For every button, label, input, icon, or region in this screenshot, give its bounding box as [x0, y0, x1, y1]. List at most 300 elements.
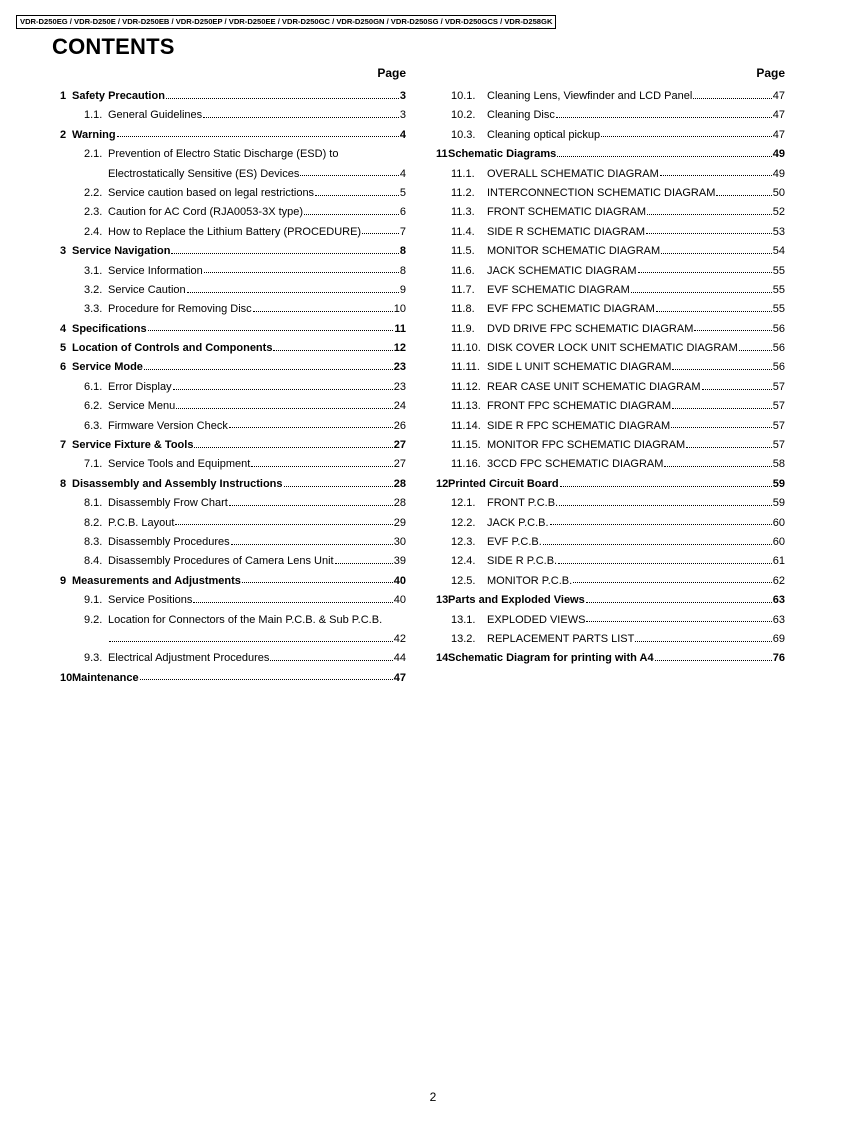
toc-subsection-entry[interactable] [430, 339, 785, 358]
toc-entry-number: 8.1. [84, 497, 103, 510]
toc-entry-number: 8.4. [84, 555, 103, 568]
dot-leader [647, 213, 772, 215]
toc-subsection-entry[interactable] [430, 455, 785, 474]
toc-list-right [430, 87, 785, 669]
toc-entry-label: Error Display [108, 380, 172, 393]
dot-leader [148, 329, 394, 331]
toc-entry-number: 11.5. [451, 245, 475, 258]
dot-leader [194, 446, 392, 448]
toc-section-entry[interactable] [430, 475, 785, 494]
dot-leader [335, 562, 393, 564]
toc-entry-number: 4 [60, 322, 67, 335]
toc-subsection-entry[interactable] [54, 533, 406, 552]
model-list-header: VDR-D250EG / VDR-D250E / VDR-D250EB / VDR-D250EP / VDR-D250EE / VDR-D250GC / VDR-D250GN / VDR-D250SG / VDR-D250GCS / VDR-D258GK [16, 15, 556, 29]
toc-entry-label: Parts and Exploded Views [448, 594, 585, 607]
toc-section-entry[interactable] [54, 436, 406, 455]
toc-subsection-entry[interactable] [54, 417, 406, 436]
toc-entry-number: 14 [436, 652, 449, 665]
dot-leader [175, 523, 392, 525]
toc-subsection-entry[interactable] [430, 223, 785, 242]
toc-section-entry[interactable] [54, 339, 406, 358]
dot-leader [204, 271, 399, 273]
dot-leader [739, 349, 772, 351]
toc-entry-number: 7.1. [84, 458, 103, 471]
toc-entry-label: DISK COVER LOCK UNIT SCHEMATIC DIAGRAM [487, 342, 738, 355]
toc-subsection-entry[interactable] [430, 320, 785, 339]
dot-leader [173, 388, 393, 390]
toc-entry-number: 11.12. [451, 380, 481, 393]
toc-subsection-entry[interactable] [54, 514, 406, 533]
toc-section-entry[interactable] [54, 320, 406, 339]
toc-entry-label: SIDE R SCHEMATIC DIAGRAM [487, 225, 646, 238]
toc-entry-number: 3.3. [84, 303, 103, 316]
toc-entry-label: Specifications [72, 322, 147, 335]
dot-leader [203, 116, 399, 118]
toc-entry-number: 5 [60, 342, 67, 355]
toc-entry-number: 6 [60, 361, 67, 374]
dot-leader [655, 659, 772, 661]
toc-entry-number: 11.6. [451, 264, 475, 277]
toc-entry-page: 27 [393, 458, 406, 471]
dot-leader [117, 135, 399, 137]
toc-entry-number: 10.1. [451, 90, 476, 102]
toc-subsection-entry[interactable] [54, 397, 406, 416]
toc-entry-number: 9.1. [84, 594, 103, 607]
toc-subsection-entry[interactable] [430, 417, 785, 436]
dot-leader [586, 620, 771, 622]
toc-subsection-entry[interactable] [54, 262, 406, 281]
toc-entry-number: 11.13. [451, 400, 481, 413]
toc-entry-label: DVD DRIVE FPC SCHEMATIC DIAGRAM [487, 322, 694, 335]
toc-entry-page: 53 [772, 225, 785, 238]
toc-entry-page: 23 [393, 380, 406, 393]
toc-entry-page: 28 [393, 497, 406, 510]
toc-entry-label: MONITOR SCHEMATIC DIAGRAM [487, 245, 661, 258]
toc-entry-label: Service Tools and Equipment [108, 458, 251, 471]
dot-leader [694, 329, 771, 331]
toc-entry-number: 6.1. [84, 380, 103, 393]
toc-column-left [54, 64, 406, 688]
toc-entry-number: 11 [436, 148, 448, 161]
toc-entry-label: Service Menu [108, 400, 176, 413]
toc-subsection-entry[interactable] [430, 87, 785, 106]
toc-entry-label: Schematic Diagrams [448, 148, 557, 161]
toc-subsection-entry[interactable] [54, 649, 406, 668]
toc-entry-label: Measurements and Adjustments [72, 574, 241, 587]
dot-leader [661, 252, 772, 254]
toc-entry-label: MONITOR P.C.B. [487, 574, 573, 587]
toc-entry-page: 60 [772, 535, 785, 548]
toc-subsection-entry[interactable] [54, 630, 406, 649]
dot-leader [656, 310, 772, 312]
toc-entry-label: Schematic Diagram for printing with A4 [448, 652, 654, 665]
toc-subsection-entry[interactable] [430, 494, 785, 513]
toc-subsection-entry[interactable] [54, 203, 406, 222]
dot-leader [559, 504, 772, 506]
toc-entry-page: 4 [399, 167, 406, 180]
toc-entry-number: 10.3. [451, 128, 476, 141]
toc-entry-number: 12.5. [451, 574, 476, 587]
toc-entry-number: 11.8. [451, 303, 475, 316]
dot-leader [315, 194, 399, 196]
dot-leader [686, 446, 772, 448]
toc-subsection-entry[interactable] [430, 436, 785, 455]
toc-entry-label: Printed Circuit Board [448, 477, 559, 490]
toc-subsection-entry[interactable] [54, 300, 406, 319]
toc-entry-page: 62 [772, 574, 785, 587]
dot-leader [193, 601, 392, 603]
toc-entry-page: 44 [393, 652, 406, 665]
toc-subsection-entry[interactable] [54, 494, 406, 513]
dot-leader [166, 97, 399, 99]
toc-subsection-entry[interactable] [54, 281, 406, 300]
toc-entry-page: 57 [772, 439, 785, 452]
toc-subsection-entry[interactable] [430, 572, 785, 591]
toc-subsection-entry[interactable] [430, 552, 785, 571]
toc-entry-number: 2.1. [84, 148, 103, 161]
toc-entry-page: 57 [772, 419, 785, 432]
toc-entry-label: Cleaning Disc [487, 109, 555, 122]
toc-subsection-entry[interactable] [430, 281, 785, 300]
toc-entry-page: 49 [772, 167, 785, 180]
toc-entry-label: Caution for AC Cord (RJA0053-3X type) [108, 206, 304, 219]
toc-entry-label: FRONT SCHEMATIC DIAGRAM [487, 206, 647, 219]
toc-subsection-entry[interactable] [430, 378, 785, 397]
toc-entry-page: 40 [393, 594, 406, 607]
toc-subsection-entry[interactable] [54, 145, 406, 164]
toc-subsection-entry[interactable] [54, 165, 406, 184]
dot-leader [716, 194, 771, 196]
toc-entry-number: 1.1. [84, 109, 103, 122]
toc-entry-label: OVERALL SCHEMATIC DIAGRAM [487, 167, 659, 180]
toc-entry-page: 26 [393, 419, 406, 432]
toc-list-left [54, 87, 406, 688]
toc-entry-page: 27 [393, 439, 406, 452]
toc-entry-number: 12.2. [451, 516, 476, 529]
toc-entry-label: Location for Connectors of the Main P.C.B. & Sub P.C.B. [108, 613, 383, 626]
toc-section-entry[interactable] [430, 145, 785, 164]
toc-entry-number: 2.2. [84, 186, 103, 199]
dot-leader [672, 368, 771, 370]
toc-entry-number: 11.10. [451, 342, 481, 355]
dot-leader [646, 232, 772, 234]
toc-entry-page: 52 [772, 206, 785, 219]
dot-leader [702, 388, 772, 390]
toc-column-right [430, 64, 785, 669]
dot-leader [273, 349, 392, 351]
toc-entry-page: 7 [399, 225, 406, 238]
dot-leader [251, 465, 392, 467]
toc-entry-page: 9 [399, 283, 406, 296]
toc-entry-number: 8 [60, 477, 67, 490]
dot-leader [109, 640, 393, 642]
toc-entry-page: 24 [393, 400, 406, 413]
toc-entry-label: FRONT P.C.B. [487, 497, 559, 510]
dot-leader [560, 485, 772, 487]
toc-section-entry[interactable] [54, 242, 406, 261]
dot-leader [304, 213, 399, 215]
toc-entry-number: 3.1. [84, 264, 103, 277]
toc-entry-number: 12.3. [451, 535, 476, 548]
toc-subsection-entry[interactable] [430, 514, 785, 533]
page-title: CONTENTS [52, 34, 175, 59]
toc-entry-page: 55 [772, 303, 785, 316]
toc-entry-label: Service Caution [108, 283, 186, 296]
toc-entry-label: JACK P.C.B. [487, 516, 549, 529]
toc-entry-page: 5 [399, 186, 406, 199]
page-column-header: Page [377, 66, 406, 80]
toc-entry-label: SIDE L UNIT SCHEMATIC DIAGRAM [487, 361, 672, 374]
toc-entry-label: REPLACEMENT PARTS LIST [487, 632, 635, 645]
dot-leader [253, 310, 393, 312]
toc-entry-label: Prevention of Electro Static Discharge (ESD) to [108, 148, 339, 161]
toc-entry-number: 9.2. [84, 613, 103, 626]
toc-entry-page: 69 [772, 632, 785, 645]
toc-entry-label: JACK SCHEMATIC DIAGRAM [487, 264, 637, 277]
toc-entry-page: 56 [772, 342, 785, 355]
dot-leader [362, 232, 399, 234]
toc-subsection-entry[interactable] [430, 630, 785, 649]
toc-entry-number: 11.7. [451, 283, 475, 296]
toc-entry-page: 63 [772, 613, 785, 626]
toc-entry-page: 47 [772, 109, 785, 122]
toc-entry-page: 57 [772, 400, 785, 413]
toc-entry-page: 56 [772, 361, 785, 374]
toc-entry-number: 10.2. [451, 109, 476, 122]
dot-leader [638, 271, 772, 273]
toc-entry-page: 11 [394, 322, 406, 335]
toc-entry-page: 49 [772, 148, 785, 161]
toc-entry-number: 12.4. [451, 555, 476, 568]
toc-entry-number: 6.3. [84, 419, 103, 432]
dot-leader [557, 155, 772, 157]
toc-entry-page: 56 [772, 322, 785, 335]
dot-leader [672, 407, 772, 409]
toc-entry-page: 4 [399, 128, 406, 141]
toc-entry-page: 54 [772, 245, 785, 258]
toc-entry-label: Maintenance [72, 671, 139, 684]
toc-entry-page: 29 [393, 516, 406, 529]
toc-entry-number: 11.1. [451, 167, 475, 180]
toc-subsection-entry[interactable] [430, 262, 785, 281]
toc-entry-label: MONITOR FPC SCHEMATIC DIAGRAM [487, 439, 686, 452]
toc-subsection-entry[interactable] [54, 611, 406, 630]
toc-entry-label: INTERCONNECTION SCHEMATIC DIAGRAM [487, 186, 716, 199]
toc-entry-page: 61 [772, 555, 785, 568]
toc-entry-number: 3.2. [84, 283, 103, 296]
toc-entry-page: 42 [393, 632, 406, 645]
toc-entry-label: REAR CASE UNIT SCHEMATIC DIAGRAM [487, 380, 701, 393]
toc-entry-label: FRONT FPC SCHEMATIC DIAGRAM [487, 400, 672, 413]
toc-entry-page: 57 [772, 380, 785, 393]
toc-entry-page: 59 [772, 497, 785, 510]
dot-leader [601, 135, 772, 137]
dot-leader [176, 407, 392, 409]
dot-leader [231, 543, 393, 545]
toc-entry-page: 39 [393, 555, 406, 568]
toc-section-entry[interactable] [54, 475, 406, 494]
toc-entry-label: Disassembly and Assembly Instructions [72, 477, 283, 490]
dot-leader [660, 174, 772, 176]
toc-entry-label: EVF P.C.B. [487, 535, 542, 548]
toc-entry-page: 6 [399, 206, 406, 219]
toc-subsection-entry[interactable] [54, 552, 406, 571]
toc-entry-number: 13.2. [451, 632, 476, 645]
toc-entry-number: 2.4. [84, 225, 103, 238]
dot-leader [671, 426, 772, 428]
toc-subsection-entry[interactable] [430, 397, 785, 416]
toc-subsection-entry[interactable] [430, 106, 785, 125]
toc-subsection-entry[interactable] [430, 611, 785, 630]
toc-section-entry[interactable] [54, 87, 406, 106]
toc-entry-page: 55 [772, 264, 785, 277]
toc-entry-page: 8 [399, 264, 406, 277]
dot-leader [300, 174, 399, 176]
toc-entry-label: EXPLODED VIEWS [487, 613, 586, 626]
toc-subsection-entry[interactable] [54, 106, 406, 125]
toc-section-entry[interactable] [430, 649, 785, 668]
toc-entry-page: 3 [399, 109, 406, 122]
toc-subsection-entry[interactable] [430, 126, 785, 145]
toc-entry-label: Service Fixture & Tools [72, 439, 194, 452]
toc-entry-page: 76 [772, 652, 785, 665]
toc-entry-label: P.C.B. Layout [108, 516, 175, 529]
dot-leader [550, 523, 772, 525]
toc-entry-number: 8.3. [84, 535, 103, 548]
toc-entry-label: Firmware Version Check [108, 419, 228, 432]
toc-entry-number: 2.3. [84, 206, 103, 219]
toc-entry-page: 55 [772, 283, 785, 296]
toc-section-entry[interactable] [54, 126, 406, 145]
toc-subsection-entry[interactable] [430, 165, 785, 184]
toc-entry-number: 3 [60, 245, 67, 258]
toc-entry-page: 47 [393, 671, 406, 684]
dot-leader [573, 581, 772, 583]
toc-subsection-entry[interactable] [430, 242, 785, 261]
toc-entry-number: 11.3. [451, 206, 475, 219]
toc-entry-label: Disassembly Procedures of Camera Lens Unit [108, 555, 334, 568]
toc-entry-label: Service Information [108, 264, 203, 277]
page-column-header: Page [756, 66, 785, 80]
toc-entry-page: 10 [393, 303, 406, 316]
toc-entry-number: 13.1. [451, 613, 476, 626]
toc-entry-label: Electrostatically Sensitive (ES) Devices [108, 167, 300, 180]
dot-leader [187, 291, 399, 293]
toc-entry-label: Location of Controls and Components [72, 342, 273, 355]
dot-leader [558, 562, 772, 564]
toc-entry-number: 11.11. [451, 361, 480, 374]
toc-entry-page: 40 [393, 574, 406, 587]
toc-entry-label: EVF SCHEMATIC DIAGRAM [487, 283, 630, 296]
toc-entry-label: 3CCD FPC SCHEMATIC DIAGRAM [487, 458, 664, 471]
toc-subsection-entry[interactable] [430, 533, 785, 552]
toc-entry-page: 47 [772, 128, 785, 141]
toc-entry-number: 11.16. [451, 458, 481, 471]
toc-entry-page: 12 [393, 342, 406, 355]
toc-entry-label: Service caution based on legal restrictions [108, 186, 315, 199]
toc-subsection-entry[interactable] [54, 591, 406, 610]
toc-entry-number: 12 [436, 477, 449, 490]
toc-entry-number: 11.2. [451, 186, 475, 199]
dot-leader [556, 116, 772, 118]
toc-subsection-entry[interactable] [430, 358, 785, 377]
dot-leader [171, 252, 398, 254]
toc-entry-label: How to Replace the Lithium Battery (PROCEDURE) [108, 225, 362, 238]
toc-entry-page: 8 [399, 245, 406, 258]
toc-subsection-entry[interactable] [54, 184, 406, 203]
toc-entry-label: Disassembly Frow Chart [108, 497, 228, 510]
toc-entry-number: 8.2. [84, 516, 103, 529]
toc-section-entry[interactable] [54, 572, 406, 591]
page-number: 2 [429, 1090, 437, 1104]
toc-entry-label: Service Positions [108, 594, 193, 607]
dot-leader [144, 368, 393, 370]
toc-section-entry[interactable] [54, 669, 406, 688]
dot-leader [270, 659, 392, 661]
dot-leader [693, 97, 771, 99]
toc-entry-page: 23 [393, 361, 406, 374]
toc-entry-page: 58 [772, 458, 785, 471]
toc-entry-label: Service Mode [72, 361, 143, 374]
toc-subsection-entry[interactable] [430, 203, 785, 222]
toc-entry-number: 13 [436, 594, 449, 607]
toc-entry-number: 1 [60, 90, 67, 102]
toc-entry-number: 9.3. [84, 652, 103, 665]
toc-entry-number: 9 [60, 574, 67, 587]
toc-entry-number: 10 [60, 671, 73, 684]
toc-entry-page: 28 [393, 477, 406, 490]
toc-entry-number: 12.1. [451, 497, 476, 510]
toc-entry-number: 6.2. [84, 400, 103, 413]
toc-entry-label: Procedure for Removing Disc [108, 303, 252, 316]
toc-entry-page: 3 [399, 90, 406, 102]
toc-entry-label: SIDE R FPC SCHEMATIC DIAGRAM [487, 419, 671, 432]
dot-leader [631, 291, 772, 293]
toc-subsection-entry[interactable] [54, 455, 406, 474]
toc-subsection-entry[interactable] [430, 184, 785, 203]
dot-leader [586, 601, 772, 603]
toc-entry-page: 59 [772, 477, 785, 490]
dot-leader [543, 543, 772, 545]
toc-subsection-entry[interactable] [54, 223, 406, 242]
toc-entry-label: General Guidelines [108, 109, 203, 122]
toc-section-entry[interactable] [54, 358, 406, 377]
dot-leader [242, 581, 393, 583]
toc-entry-label: Cleaning Lens, Viewfinder and LCD Panel [487, 90, 693, 102]
toc-entry-label: Warning [72, 128, 116, 141]
toc-section-entry[interactable] [430, 591, 785, 610]
toc-subsection-entry[interactable] [430, 300, 785, 319]
toc-entry-label: SIDE R P.C.B. [487, 555, 558, 568]
toc-entry-number: 2 [60, 128, 67, 141]
toc-entry-number: 7 [60, 439, 67, 452]
toc-entry-label: Safety Precaution [72, 90, 165, 102]
dot-leader [635, 640, 771, 642]
toc-subsection-entry[interactable] [54, 378, 406, 397]
toc-entry-label: Service Navigation [72, 245, 171, 258]
dot-leader [229, 504, 393, 506]
toc-entry-label: EVF FPC SCHEMATIC DIAGRAM [487, 303, 655, 316]
toc-entry-page: 60 [772, 516, 785, 529]
dot-leader [664, 465, 771, 467]
dot-leader [140, 678, 393, 680]
toc-entry-label: Cleaning optical pickup [487, 128, 601, 141]
toc-entry-number: 11.9. [451, 322, 475, 335]
toc-entry-label: Electrical Adjustment Procedures [108, 652, 270, 665]
toc-entry-label: Disassembly Procedures [108, 535, 230, 548]
dot-leader [284, 485, 393, 487]
toc-entry-page: 30 [393, 535, 406, 548]
